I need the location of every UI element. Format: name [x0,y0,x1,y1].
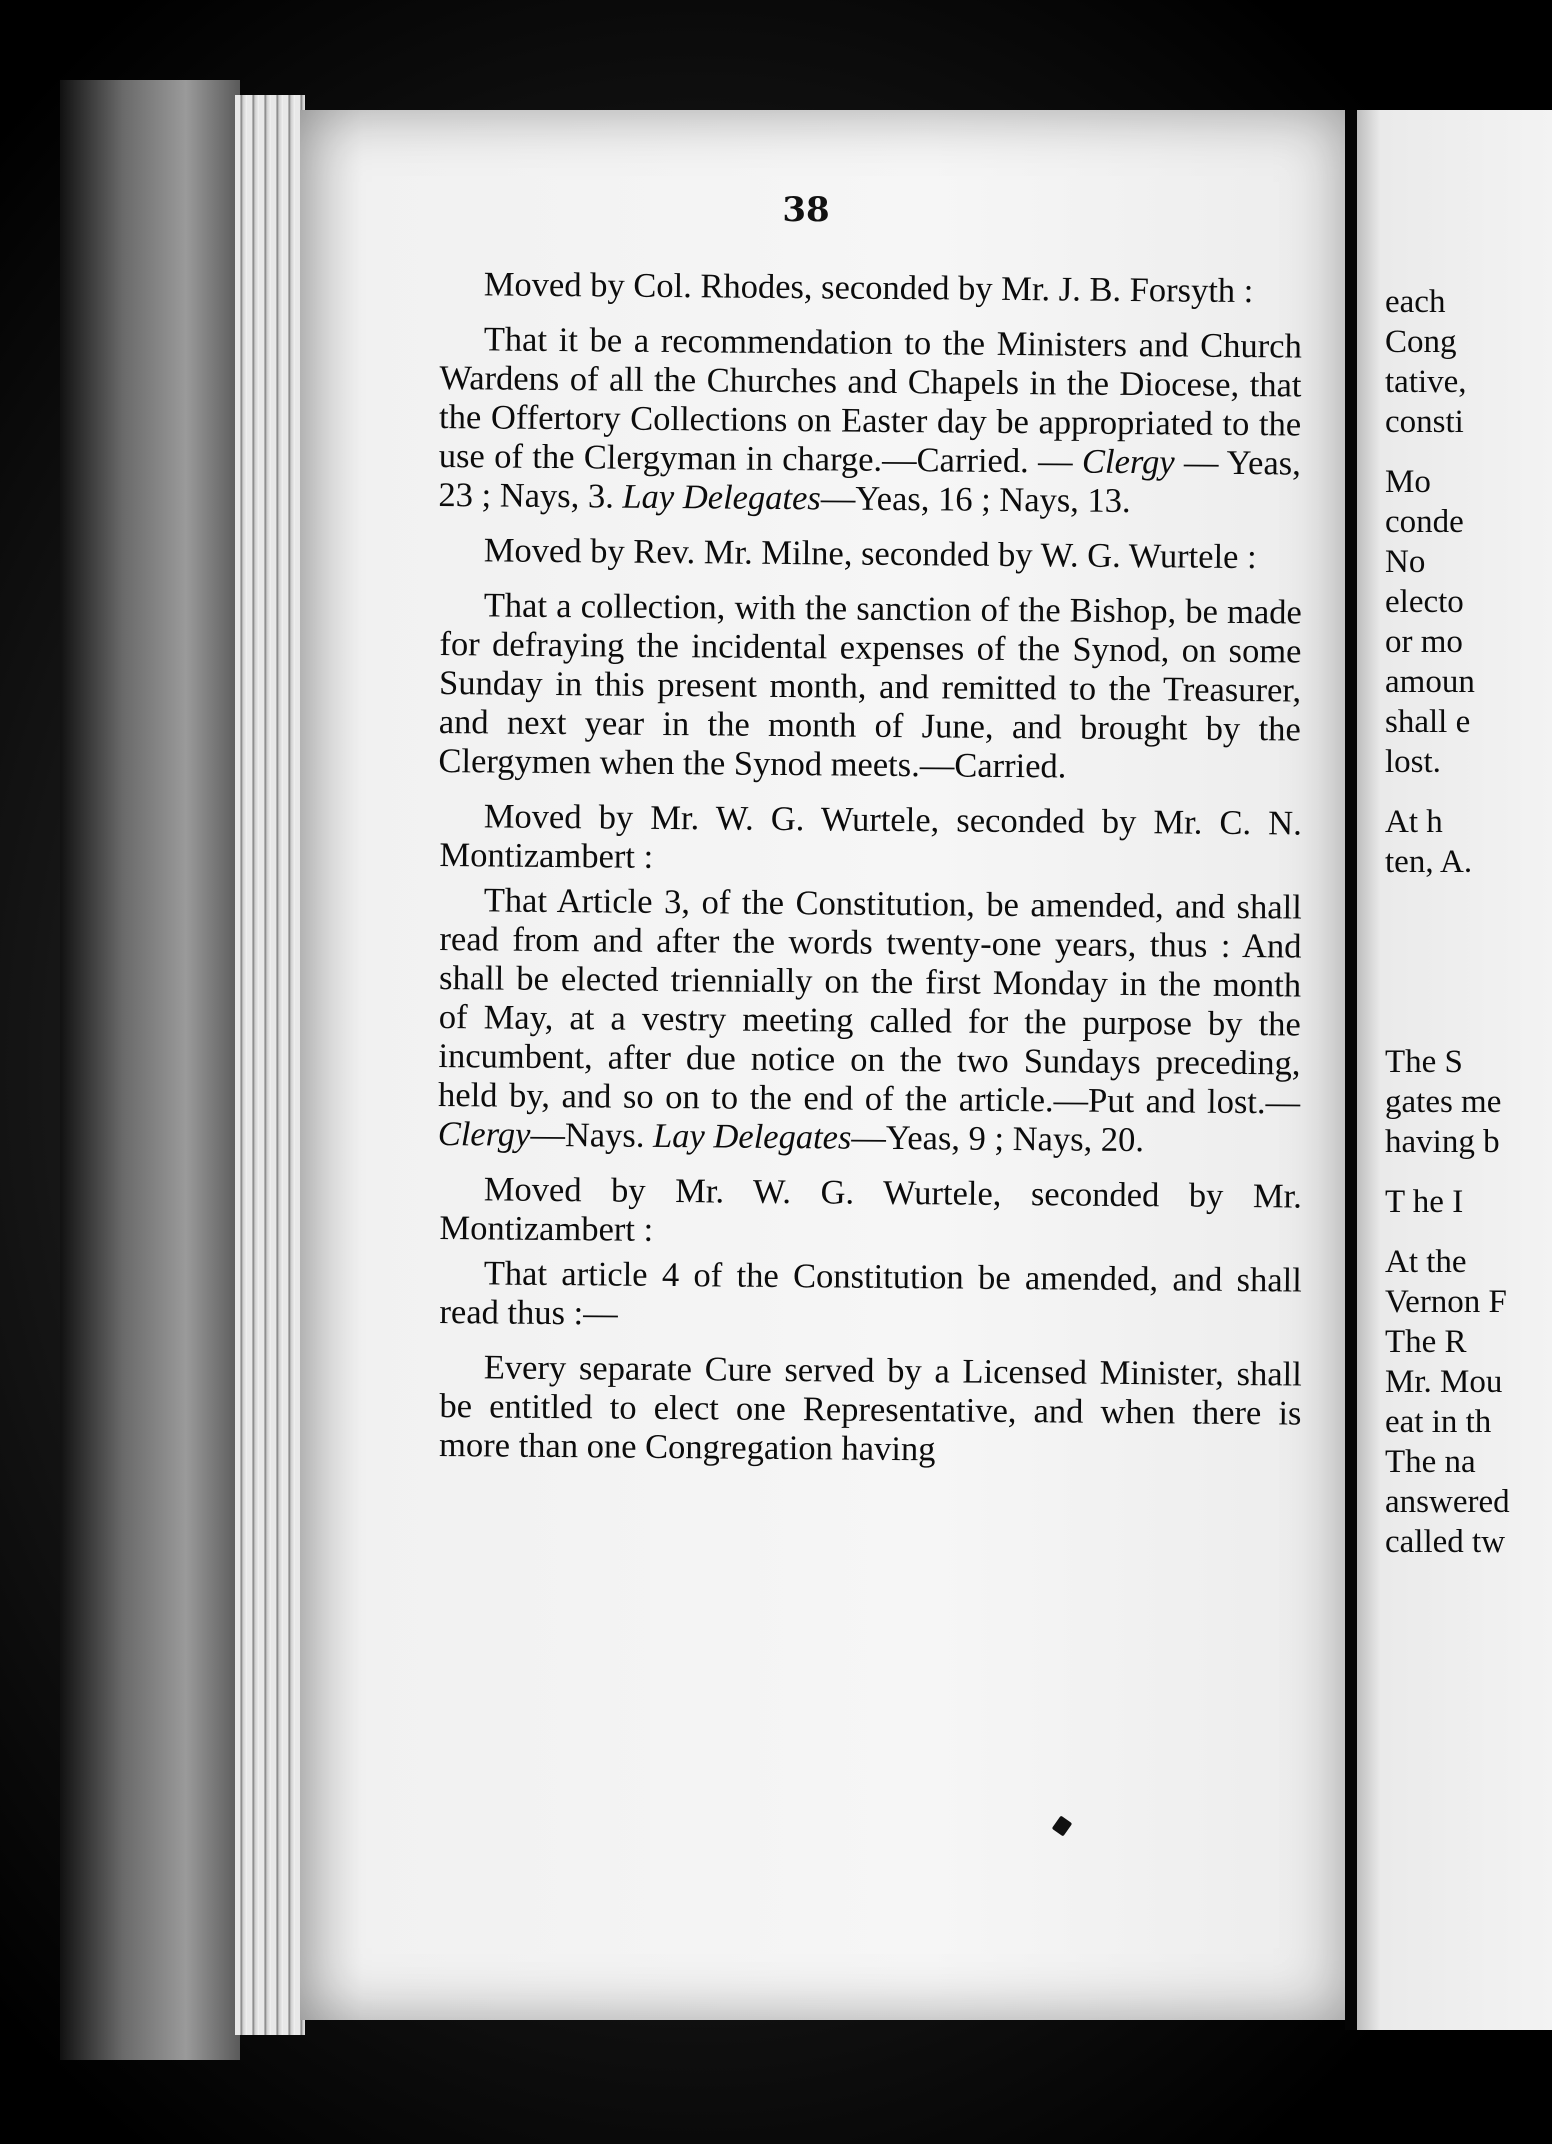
right-page-line [1385,882,1552,902]
right-page-line [1385,1002,1552,1022]
right-page-text [1385,282,1552,1562]
right-page [1357,110,1552,2030]
right-page-line: T he I [1385,1184,1464,1220]
paragraph-article-4-amendment: That article 4 of the Constitution be amended, and shall read thus :— [439,1254,1302,1333]
book-cover-edge [60,80,240,2060]
right-page-line: or mo [1385,624,1463,660]
right-page-line: Vernon F [1385,1284,1507,1320]
right-page-line: eat in th [1385,1404,1492,1440]
right-page-line: The na [1385,1444,1476,1480]
paragraph-motion-wurtele-2: Moved by Mr. W. G. Wurtele, seconded by Mr. Montizambert : [439,1170,1302,1249]
right-page-line: The R [1385,1324,1467,1360]
right-page-line [1385,1222,1552,1242]
right-page-line: having b [1385,1124,1500,1160]
paragraph-motion-wurtele-1: Moved by Mr. W. G. Wurtele, seconded by Mr. C. N. Montizambert : [439,797,1302,876]
right-page-line [1385,1162,1552,1182]
book-gutter [1345,110,1357,2030]
right-page-line [1385,922,1552,942]
right-page-line: At the [1385,1244,1467,1280]
right-page-line: tative, [1385,364,1467,400]
right-page-line [1385,1022,1552,1042]
right-page-line: The S [1385,1044,1463,1080]
right-page-line: ten, A. [1385,844,1473,880]
paragraph-motion-rhodes: Moved by Col. Rhodes, seconded by Mr. J. B. Forsyth : [483,265,1254,311]
right-page-line: Cong [1385,324,1457,360]
right-page-line: Mr. Mou [1385,1364,1503,1400]
paragraph-collection-resolution: That a collection, with the sanction of the Bishop, be made for defraying the incidental expenses of the Synod, on some Sunday in this present month, and remitted to the Treasurer, and next year in the month of June, and brought by the Clergymen when the Synod meets.—Carried. [438,586,1302,786]
right-page-line: each [1385,284,1446,320]
paragraph-article-3-amendment: That Article 3, of the Constitution, be amended, and shall read from and after the words twenty-one years, thus : And shall be elected triennially on the first Monday in the month of May, at a vestry meeting called for the purpose by the incumbent, after due notice on the two Sundays preceding, held by, and so on to the end of the article.—Put and lost.—Clergy—Nays. Lay Delegates—Yeas, 9 ; Nays, 20. [437,881,1302,1160]
paragraph-separate-cure: Every separate Cure served by a Licensed Minister, shall be entitled to elect one Representative, and when there is more than one Congregation having [438,1348,1302,1469]
right-page-line: At h [1385,804,1443,840]
page-stack-edges [235,95,305,2035]
right-page-line [1385,942,1552,962]
right-page-line: shall e [1385,704,1471,740]
right-page-line: electo [1385,584,1464,620]
right-page-line: answered [1385,1484,1510,1520]
page-body-text [437,265,1302,1481]
page-number: 38 [782,190,830,230]
right-page-line: Mo [1385,464,1431,500]
right-page-line: gates me [1385,1084,1502,1120]
right-page-line: No [1385,544,1426,580]
paragraph-motion-milne: Moved by Rev. Mr. Milne, seconded by W. G. Wurtele : [483,531,1257,577]
right-page-line: lost. [1385,744,1441,780]
right-page-line [1385,782,1552,802]
right-page-line: consti [1385,404,1464,440]
right-page-line [1385,442,1552,462]
right-page-line: called tw [1385,1524,1506,1560]
right-page-line [1385,982,1552,1002]
right-page-line: amoun [1385,664,1475,700]
paragraph-offertory-resolution: That it be a recommendation to the Ministers and Church Wardens of all the Churches and Chapels in the Diocese, that the Offertory Collections on Easter day be appropriated to the use of the Clergyman in charge.—Carried. — Clergy — Yeas, 23 ; Nays, 3. Lay Delegates—Yeas, 16 ; Nays, 13. [438,320,1302,521]
right-page-line [1385,962,1552,982]
right-page-line: conde [1385,504,1464,540]
right-page-line [1385,902,1552,922]
